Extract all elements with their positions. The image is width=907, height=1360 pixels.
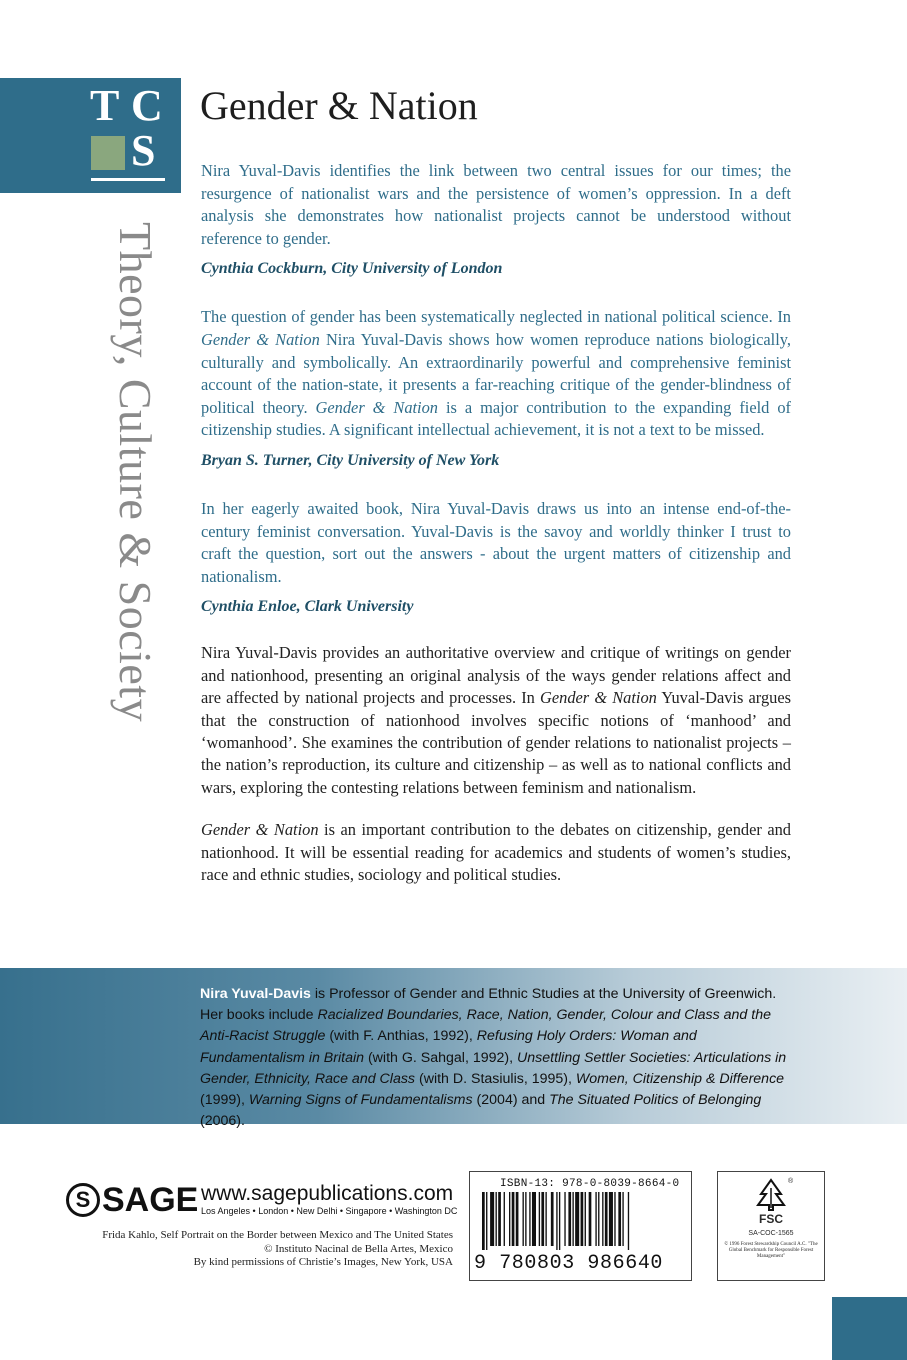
isbn-label: ISBN-13: 978-0-8039-8664-0: [500, 1178, 680, 1190]
sage-logo: S SAGE: [66, 1180, 198, 1220]
endorsement-quote: Nira Yuval-Davis identifies the link between two central issues for our times; the resurgence of nationalist wars and the persistence of women’s oppression. In a deft analysis she demonstrates how nationalist projects cannot be understood without reference to gender.: [201, 161, 791, 248]
barcode-bar: [545, 1192, 546, 1246]
barcode-bar: [490, 1192, 494, 1246]
author-name: Nira Yuval-Davis: [200, 986, 311, 1002]
barcode-bar: [516, 1192, 519, 1246]
endorsements: [201, 160, 791, 906]
publisher-url[interactable]: www.sagepublications.com: [201, 1182, 454, 1205]
barcode-bar: [622, 1192, 623, 1246]
barcode-bar: [512, 1192, 515, 1246]
barcode-bar: [541, 1192, 544, 1246]
barcode-bar: [523, 1192, 524, 1246]
book-title: Gender & Nation: [200, 83, 478, 128]
endorsement-attribution: Cynthia Enloe, Clark University: [201, 598, 414, 616]
barcode-bar: [568, 1192, 571, 1246]
series-title: Theory, Culture & Society: [110, 222, 161, 723]
barcode-digits: 9 780803 986640: [474, 1252, 664, 1275]
barcode-bar: [529, 1192, 530, 1246]
barcode-bar: [581, 1192, 584, 1246]
corner-accent: [832, 1297, 907, 1360]
barcode-bar: [628, 1192, 629, 1250]
barcode-bar: [614, 1192, 615, 1246]
barcode-bar: [556, 1192, 557, 1250]
barcode-bar: [509, 1192, 510, 1246]
barcode-bar: [559, 1192, 560, 1250]
logo-square: [91, 136, 125, 170]
barcode-bar: [585, 1192, 586, 1246]
endorsement-quote: In her eagerly awaited book, Nira Yuval-Davis draws us into an intense end-of-the-century feminist conversation. Yuval-Davis is the savoy and worldly thinker I trust to craft the question, sort out the answers - about the urgent matters of citizenship and nationalism.: [201, 498, 791, 586]
barcode-bar: [525, 1192, 526, 1246]
barcode-bar: [595, 1192, 596, 1246]
logo-underline: [91, 178, 165, 181]
barcode-bar: [575, 1192, 579, 1246]
barcode-bar: [504, 1192, 505, 1246]
barcode-bar: [589, 1192, 592, 1246]
barcode-bar: [564, 1192, 565, 1246]
barcode-bar: [539, 1192, 540, 1246]
logo-letter-s: S: [131, 126, 156, 175]
cover-credits: Frida Kahlo, Self Portrait on the Border between Mexico and The United States © Instituto Nacinal de Bella Artes, Mexico By kind permissions of Christie’s Images, New York, USA: [102, 1229, 453, 1269]
description-paragraph: Gender & Nation is an important contribution to the debates on citizenship, gender and nationhood. It will be essential reading for academics and students of women’s studies, race and ethnic studies, sociology and political studies.: [201, 820, 791, 884]
barcode-bar: [618, 1192, 621, 1246]
barcode-bar: [609, 1192, 613, 1246]
barcode-bar: [572, 1192, 573, 1246]
barcode-bar: [551, 1192, 554, 1246]
barcode-bar: [602, 1192, 603, 1246]
isbn-barcode: [469, 1171, 692, 1281]
barcode-icon: [480, 1192, 685, 1250]
barcode-bar: [598, 1192, 599, 1246]
publisher-cities: Los Angeles • London • New Delhi • Singapore • Washington DC: [201, 1206, 458, 1216]
barcode-bar: [482, 1192, 485, 1250]
barcode-bar: [486, 1192, 487, 1250]
author-bio: Nira Yuval-Davis is Professor of Gender and Ethnic Studies at the University of Greenwich. Her books include Racialized Boundaries, Race, Nation, Gender, Colour and Class and the Anti-Racist Struggle (with F. Anthias, 1992), Refusing Holy Orders: Woman and Fundamentalism in Britain (with G. Sahgal, 1992), Unsettling Settler Societies: Articulations in Gender, Ethnicity, Race and Class (with D. Stasiulis, 1995), Women, Citizenship & Difference (1999), Warning Signs of Fundamentalisms (2004) and The Situated Politics of Belonging (2006).: [200, 986, 787, 1130]
barcode-bar: [532, 1192, 536, 1246]
endorsement-quote: The question of gender has been systematically neglected in national political science. In Gender & Nation Nira Yuval-Davis shows how women reproduce nations biologically, culturally and symbolically. An extraordinarily powerful and comprehensive feminist account of the nation-state, it presents a far-reaching critique of the gender-blindness of political theory. Gender & Nation is a major contribution to the expanding field of citizenship studies. A significant intellectual achievement, it is not a text to be missed.: [201, 307, 791, 440]
logo-letter-t: T: [90, 81, 120, 130]
description-paragraph: Nira Yuval-Davis provides an authoritative overview and critique of writings on gender and nationhood, presenting an original analysis of the ways gender relations affect and are affected by national projects and processes. In Gender & Nation Yuval-Davis argues that the construction of nationhood involves specific notions of ‘manhood’ and ‘womanhood’. She examines the contribution of gender relations to nationalist projects – the nation’s reproduction, its culture and citizenship – as well as to national conflicts and wars, exploring the contesting relations between feminism and nationalism.: [201, 643, 791, 797]
endorsement-attribution: Bryan S. Turner, City University of New York: [201, 451, 500, 469]
sage-s-icon: S: [66, 1183, 100, 1217]
fsc-code: SA-COC-1565: [748, 1230, 794, 1237]
barcode-bar: [605, 1192, 608, 1246]
barcode-bar: [498, 1192, 501, 1246]
logo-letter-c: C: [131, 81, 163, 130]
fsc-notice: © 1996 Forest Stewardship Council A.C. "The Global Benchmark for Responsible Forest Management": [724, 1242, 818, 1259]
endorsement-attribution: Cynthia Cockburn, City University of London: [201, 260, 503, 278]
fsc-label: FSC: [759, 1212, 783, 1226]
fsc-certification: ® FSC SA-COC-1565 © 1996 Forest Stewardship Council A.C. "The Global Benchmark for Responsible Forest Management": [717, 1171, 825, 1281]
barcode-bar: [496, 1192, 497, 1246]
fsc-tree-icon: [752, 1178, 790, 1212]
